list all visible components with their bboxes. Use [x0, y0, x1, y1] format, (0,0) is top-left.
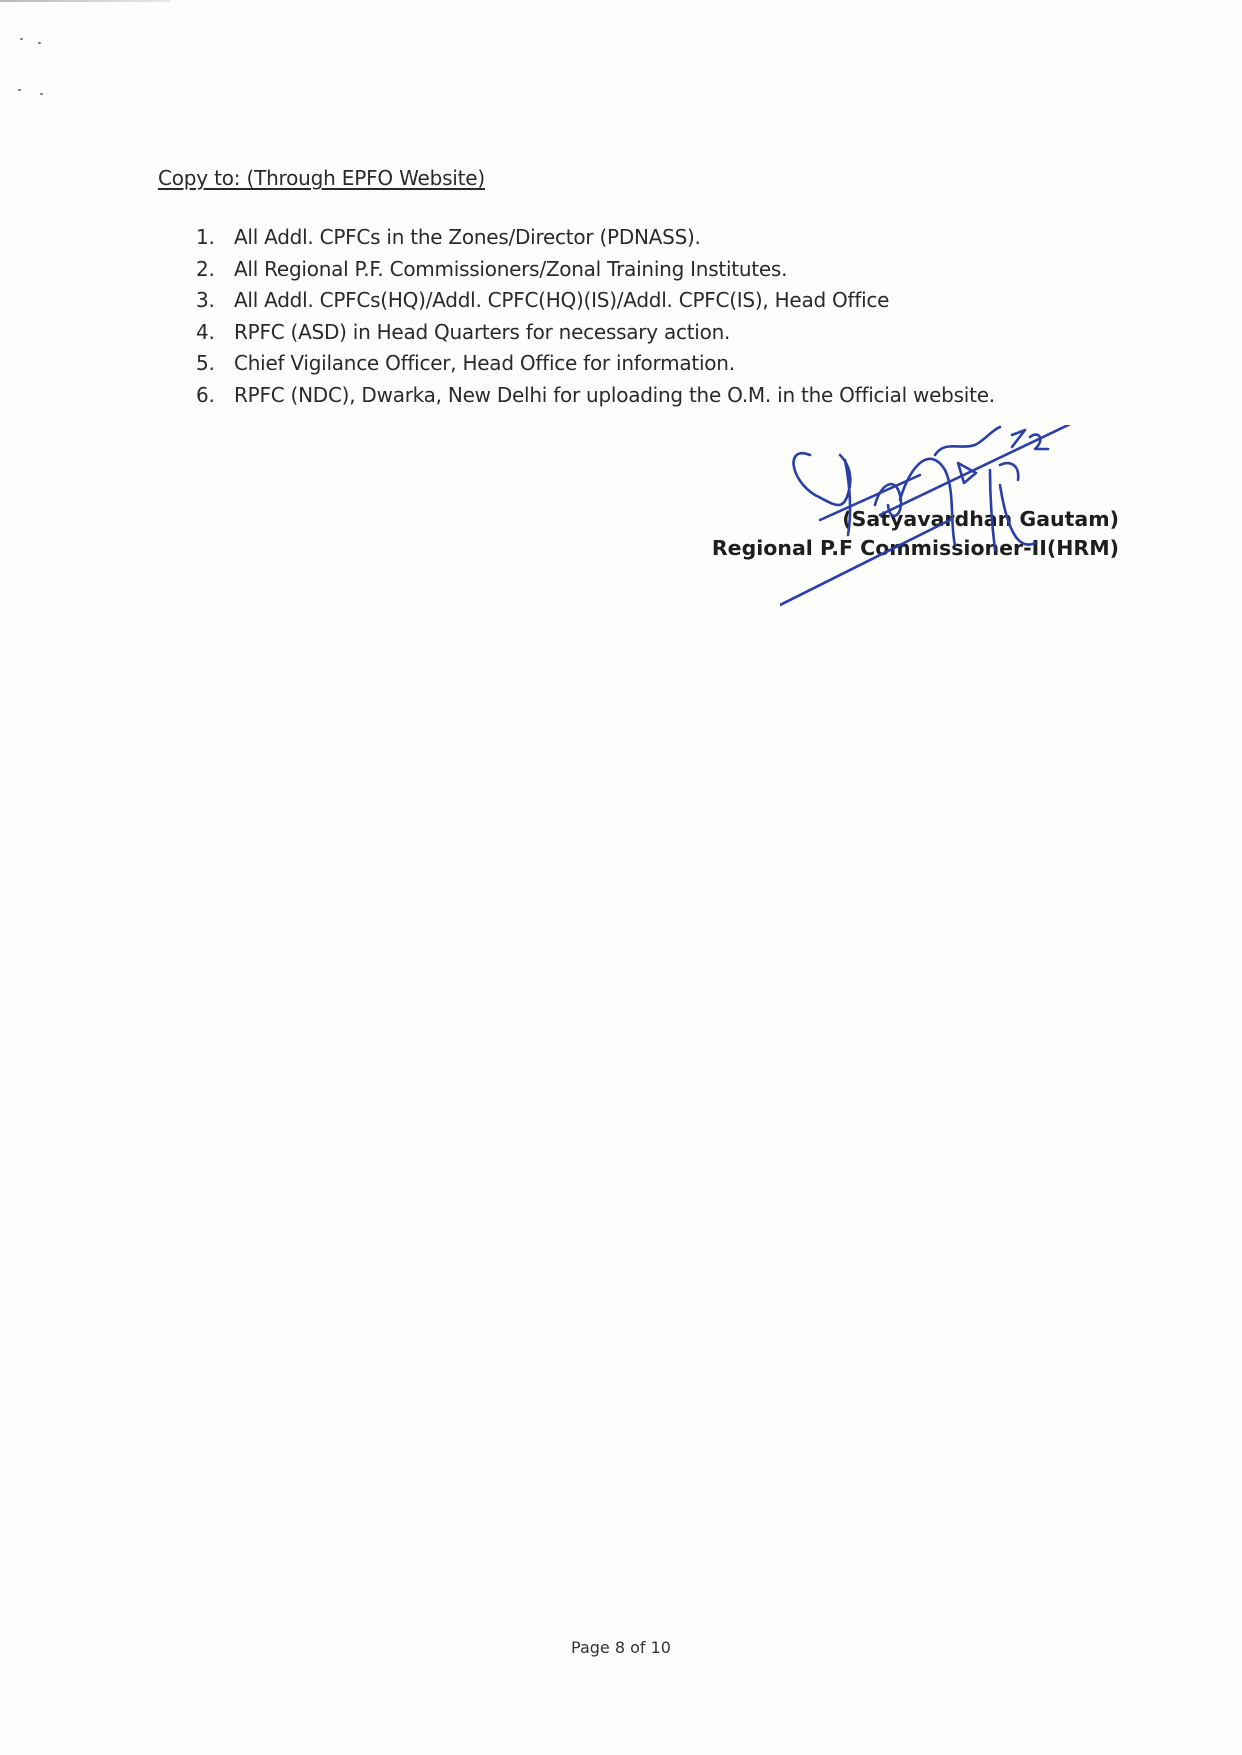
copy-to-heading: Copy to: (Through EPFO Website)	[158, 166, 486, 190]
signatory-name: (Satyavardhan Gautam)	[842, 507, 1119, 531]
recipient-item: 6. RPFC (NDC), Dwarka, New Delhi for uploading the O.M. in the Official website.	[196, 382, 995, 407]
recipient-list	[196, 222, 995, 411]
scan-speck	[40, 93, 43, 95]
recipient-item: 1. All Addl. CPFCs in the Zones/Director (PDNASS).	[196, 225, 701, 249]
recipient-item: 3. All Addl. CPFCs(HQ)/Addl. CPFC(HQ)(IS)/Addl. CPFC(IS), Head Office	[196, 288, 890, 312]
recipient-item: 5. Chief Vigilance Officer, Head Office for information.	[196, 351, 735, 375]
recipient-item: 2. All Regional P.F. Commissioners/Zonal Training Institutes.	[196, 256, 788, 281]
page-number: Page 8 of 10	[571, 1638, 671, 1657]
scan-edge	[0, 0, 170, 2]
scan-speck	[18, 89, 21, 91]
signatory-designation: Regional P.F Commissioner-II(HRM)	[711, 536, 1119, 560]
scan-speck	[38, 42, 41, 44]
signature-block	[712, 505, 1119, 563]
recipient-item: 4. RPFC (ASD) in Head Quarters for necessary action.	[196, 319, 731, 344]
scan-speck	[20, 38, 23, 40]
